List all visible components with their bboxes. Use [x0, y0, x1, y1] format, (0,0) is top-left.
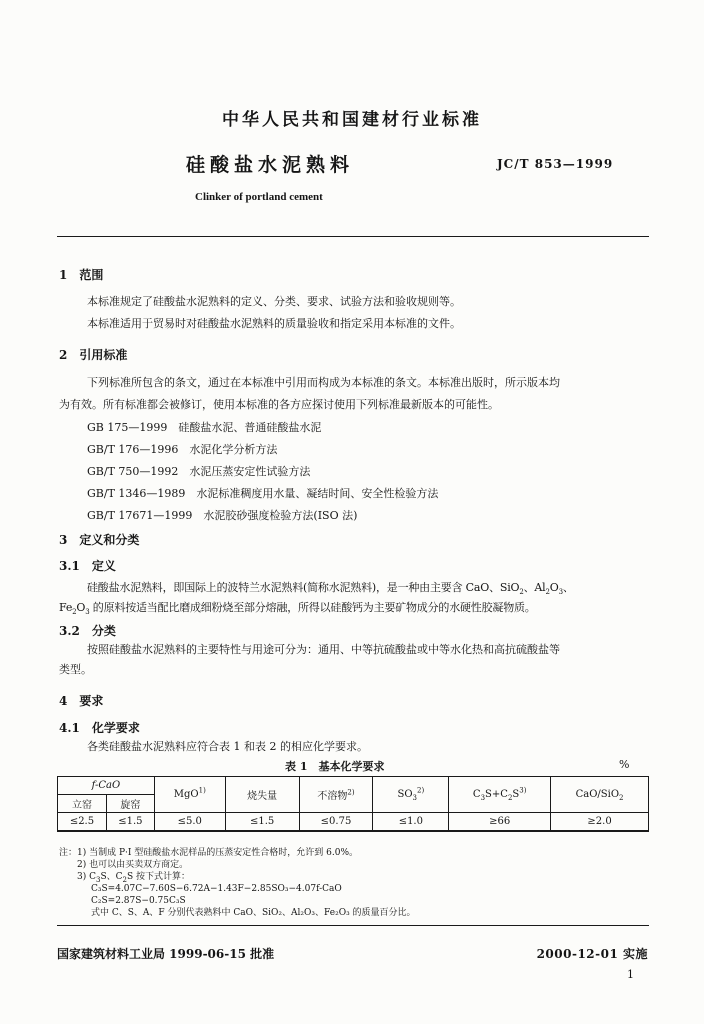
table-note-2: 2) 也可以由买卖双方商定。 — [77, 860, 189, 870]
document-code: JC/T 853—1999 — [497, 157, 614, 171]
issuer-approval: 国家建筑材料工业局 1999-06-15 批准 — [57, 947, 275, 961]
table-cell: ≤1.5 — [106, 813, 154, 832]
notes-divider — [57, 925, 649, 926]
loss-on-ignition-header: 烧失量 — [225, 777, 299, 813]
rotary-kiln-header: 旋窑 — [106, 795, 154, 813]
table-1-caption: 表 1 基本化学要求 — [285, 760, 385, 773]
mgo-header: MgO$^{1)}$ — [154, 777, 225, 813]
table-cell: ≥66 — [449, 813, 551, 832]
reference-item: GB 175—1999 硅酸盐水泥、普通硅酸盐水泥 — [87, 421, 322, 434]
section-2-paragraph-line-1: 下列标准所包含的条文，通过在本标准中引用而构成为本标准的条文。本标准出版时，所示版本均 — [87, 376, 560, 389]
reference-item: GB/T 17671—1999 水泥胶砂强度检验方法(ISO 法) — [87, 509, 358, 522]
table-cell: ≤0.75 — [299, 813, 373, 832]
section-4-1-paragraph: 各类硅酸盐水泥熟料应符合表 1 和表 2 的相应化学要求。 — [87, 740, 368, 753]
so3-header: $SO_3^{2)}$ — [373, 777, 449, 813]
fcao-header: f-CaO — [58, 777, 155, 795]
cao-sio2-header: CaO/SiO$_2$ — [551, 777, 649, 813]
section-2-heading: 2 引用标准 — [59, 348, 128, 362]
reference-item: GB/T 750—1992 水泥压蒸安定性试验方法 — [87, 465, 311, 478]
formula-c3s: C₃S=4.07C−7.60S−6.72A−1.43F−2.85SO₃−4.07f-CaO — [91, 884, 342, 894]
section-2-paragraph-line-2: 为有效。所有标准都会被修订，使用本标准的各方应探讨使用下列标准最新版本的可能性。 — [59, 398, 499, 411]
header-divider — [57, 236, 649, 237]
vertical-kiln-header: 立窑 — [58, 795, 107, 813]
c3s-c2s-header: $C_3S+C_2S^{3)}$ — [449, 777, 551, 813]
table-cell: ≤2.5 — [58, 813, 107, 832]
reference-item: GB/T 1346—1989 水泥标准稠度用水量、凝结时间、安全性检验方法 — [87, 487, 439, 500]
standard-header: 中华人民共和国建材行业标准 — [222, 110, 482, 130]
section-3-2-paragraph-line-2: 类型。 — [59, 663, 92, 676]
insoluble-header: 不溶物$^{2)}$ — [299, 777, 373, 813]
table-note-1: 注：1) 当制成 P·I 型硅酸盐水泥样品的压蒸安定性合格时，允许到 6.0%。 — [59, 848, 359, 858]
table-cell: ≥2.0 — [551, 813, 649, 832]
table-note-3: 3) $C_3S$、$C_2S$ 按下式计算： — [77, 872, 191, 884]
table-1-unit: % — [619, 758, 630, 771]
reference-item: GB/T 176—1996 水泥化学分析方法 — [87, 443, 278, 456]
basic-chemical-requirements-table — [57, 776, 649, 832]
formula-c2s: C₂S=2.87S−0.75C₃S — [91, 896, 186, 906]
section-1-paragraph-1: 本标准规定了硅酸盐水泥熟料的定义、分类、要求、试验方法和验收规则等。 — [87, 295, 461, 308]
section-3-2-paragraph-line-1: 按照硅酸盐水泥熟料的主要特性与用途可分为：通用、中等抗硫酸盐或中等水化热和高抗硫酸盐等 — [87, 643, 560, 656]
english-title: Clinker of portland cement — [195, 191, 323, 203]
section-4-heading: 4 要求 — [59, 694, 104, 708]
section-3-1-heading: 3.1 定义 — [59, 559, 116, 573]
section-3-heading: 3 定义和分类 — [59, 533, 140, 547]
page-number: 1 — [627, 968, 634, 981]
document-title: 硅酸盐水泥熟料 — [186, 154, 355, 176]
section-1-paragraph-2: 本标准适用于贸易时对硅酸盐水泥熟料的质量验收和指定采用本标准的文件。 — [87, 317, 461, 330]
section-1-heading: 1 范围 — [59, 268, 104, 282]
table-cell: ≤1.0 — [373, 813, 449, 832]
table-cell: ≤1.5 — [225, 813, 299, 832]
section-3-1-paragraph-line-1: 硅酸盐水泥熟料，即国际上的波特兰水泥熟料(简称水泥熟料)，是一种由主要含 CaO、SiO$_2$、$Al_2O_3$、 — [87, 581, 574, 597]
table-cell: ≤5.0 — [154, 813, 225, 832]
effective-date: 2000-12-01 实施 — [536, 947, 648, 961]
section-3-2-heading: 3.2 分类 — [59, 624, 116, 638]
section-4-1-heading: 4.1 化学要求 — [59, 721, 140, 735]
section-3-1-paragraph-line-2: $Fe_2O_3$ 的原料按适当配比磨成细粉烧至部分熔融，所得以硅酸钙为主要矿物成分的水硬性胶凝物质。 — [59, 601, 536, 617]
formula-legend: 式中 C、S、A、F 分别代表熟料中 CaO、SiO₂、Al₂O₃、Fe₂O₃ 的质量百分比。 — [91, 908, 416, 918]
